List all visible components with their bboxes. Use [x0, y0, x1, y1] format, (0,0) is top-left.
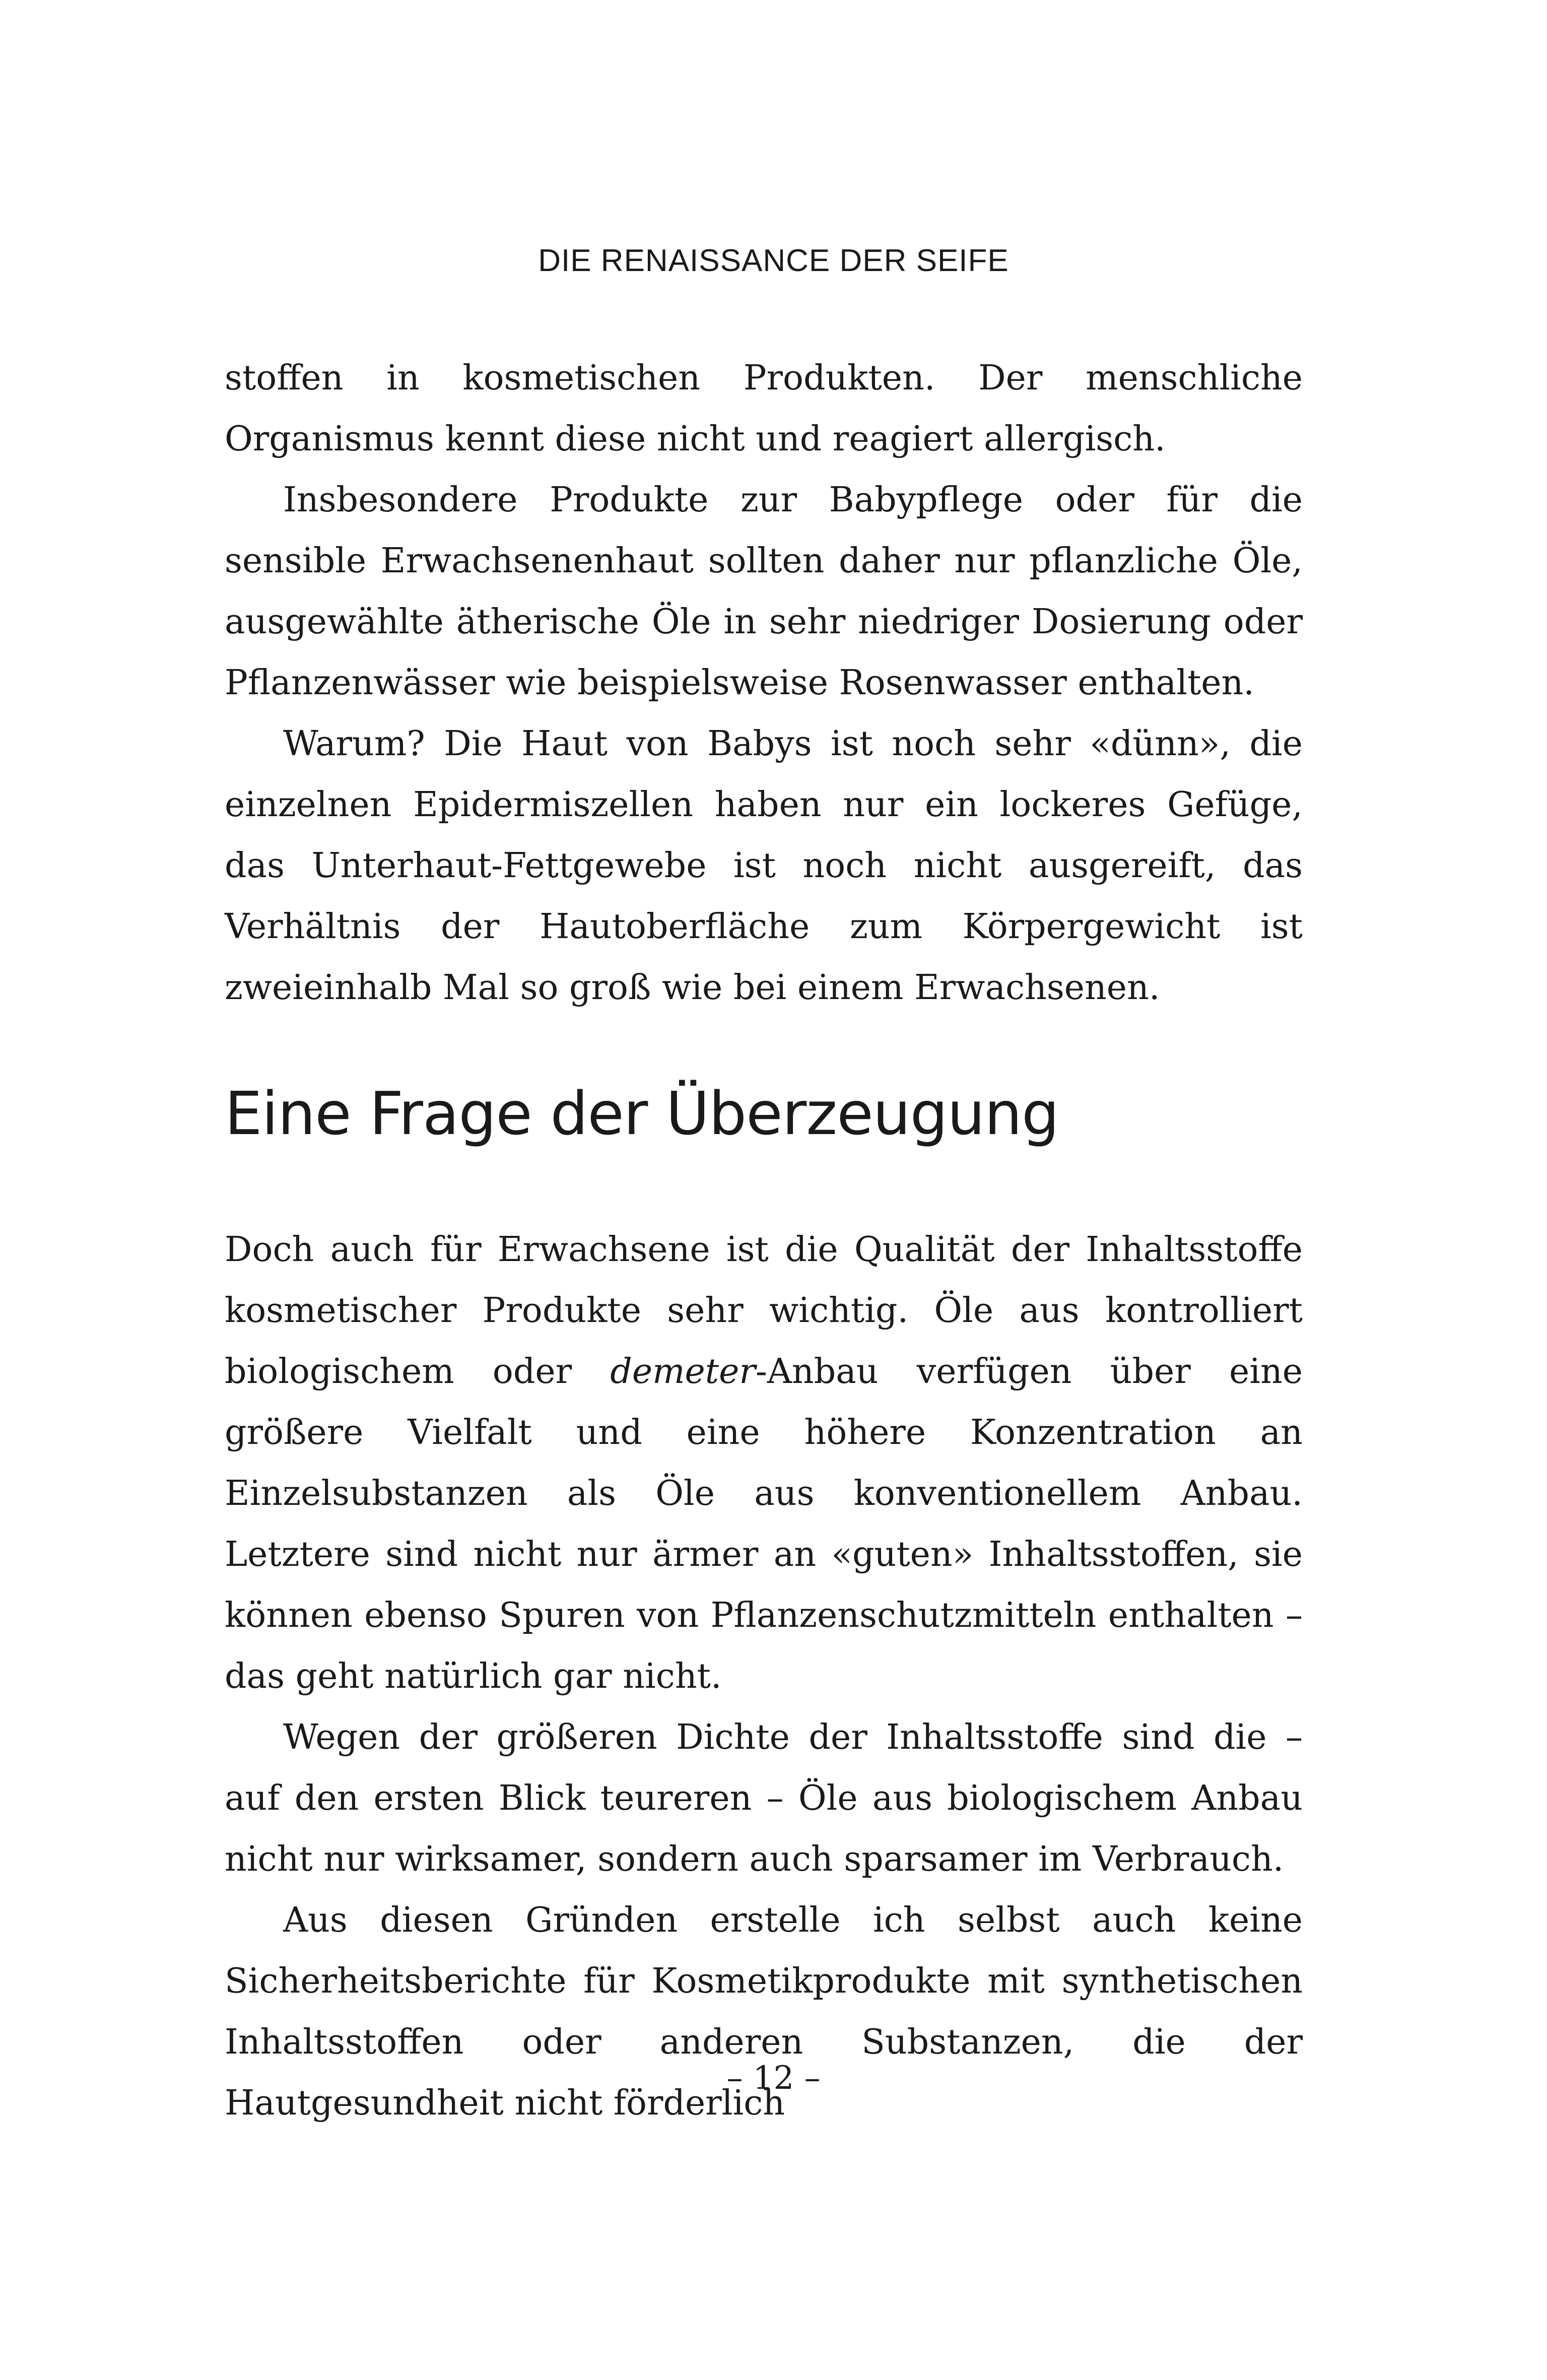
paragraph-erwachsene-end: -Anbau verfügen über eine größere Vielfalt und eine höhere Konzentration an Einzelsubstanzen als Öle aus konventionellem Anbau. Letztere sind nicht nur ärmer an «guten» Inhaltsstoffen, sie können ebenso Spuren von Pflanzenschutzmitteln enthalten – das geht natürlich gar nicht. [225, 1352, 1303, 1696]
paragraph-babypflege: Insbesondere Produkte zur Babypflege oder für die sensible Erwachsenenhaut sollten daher nur pflanzliche Öle, ausgewählte ätherische Öle in sehr niedriger Dosierung oder Pflanzenwässer wie beispielsweise Rosenwasser enthalten. [225, 480, 1303, 703]
page-number: – 12 – [726, 2060, 821, 2097]
paragraph-erwachsene-start: Doch auch für Erwachsene ist die Qualität der Inhaltsstoffe kosmetischer Produkte sehr wichtig. Öle aus kontrolliert biologischem oder [225, 1230, 1303, 1392]
paragraph-warum: Warum? Die Haut von Babys ist noch sehr «dünn», die einzelnen Epidermiszellen haben nur ein lockeres Gefüge, das Unterhaut-Fettgewebe ist noch nicht ausgereift, das Verhältnis der Hautoberfläche zum Körpergewicht ist zweieinhalb Mal so groß wie bei einem Erwachsenen. [225, 724, 1303, 1008]
paragraph-gruende: Aus diesen Gründen erstelle ich selbst auch keine Sicherheitsberichte für Kosmetikprodukte mit synthetischen Inhaltsstoffen oder anderen Substanzen, die der Hautgesundheit nicht förderlich [225, 1900, 1303, 2123]
body-text-section-2 [225, 1219, 1303, 2134]
demeter-emphasis: demeter [610, 1352, 756, 1392]
section-heading: Eine Frage der Überzeugung [225, 1079, 1059, 1148]
paragraph-continued: stoffen in kosmetischen Produkten. Der menschliche Organismus kennt diese nicht und reagiert allergisch. [225, 358, 1303, 459]
body-text-section-1 [225, 348, 1303, 1018]
paragraph-erwachsene [225, 1219, 1303, 1707]
running-head: DIE RENAISSANCE DER SEIFE [538, 243, 1009, 278]
paragraph-dichte: Wegen der größeren Dichte der Inhaltsstoffe sind die – auf den ersten Blick teureren – Öle aus biologischem Anbau nicht nur wirksamer, sondern auch sparsamer im Verbrauch. [225, 1717, 1303, 1879]
